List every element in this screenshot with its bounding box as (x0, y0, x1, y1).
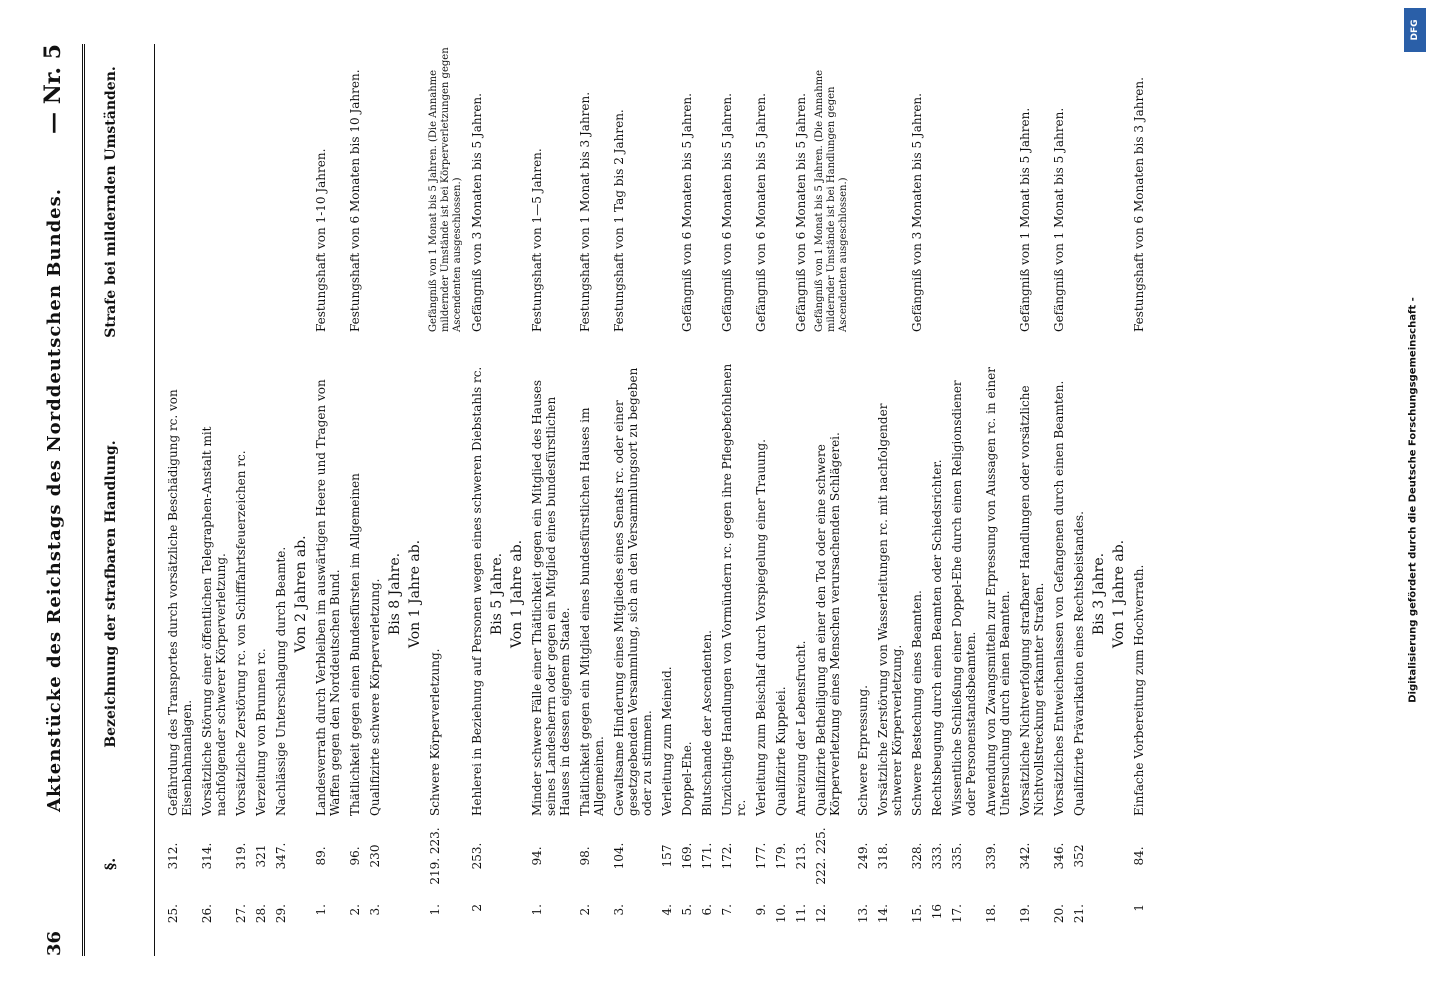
row-offence: Qualifizirte Betheiligung an einer den Tod oder eine schwere Körperverletzung eines Menschen verursachenden Schlägerei. (814, 432, 842, 816)
row-penalty (984, 44, 1012, 344)
row-number: 9. (754, 904, 768, 916)
row-group-e (1132, 44, 1146, 956)
table-row (950, 44, 978, 956)
table-row (530, 44, 572, 956)
row-penalty (166, 44, 194, 344)
row-paragraph: 213. (794, 842, 808, 870)
row-group-d (530, 44, 1086, 956)
row-paragraph: 339. (984, 842, 998, 870)
table-row (814, 44, 850, 956)
row-offence: Doppel-Ehe. (680, 741, 694, 816)
table-row (200, 44, 228, 956)
table-row (910, 44, 924, 956)
col-penalty-header: Strafe bei mildernden Umständen. (103, 66, 119, 338)
row-number: 1 (1132, 904, 1146, 912)
row-number: 12. (814, 904, 828, 924)
row-offence: Vorsätzliches Entweichenlassen von Gefangenen durch einen Beamten. (1052, 380, 1066, 816)
row-paragraph: 89. (314, 846, 328, 866)
row-number: 1. (428, 904, 442, 916)
row-number: 1. (314, 904, 328, 916)
row-number: 14. (876, 904, 890, 924)
table-row (254, 44, 268, 956)
row-penalty: Festungshaft von 1—5 Jahren. (530, 148, 544, 332)
section-heading: Von 2 Jahren ab. (293, 535, 309, 653)
row-penalty: Gefängniß von 6 Monaten bis 5 Jahren. (720, 93, 734, 332)
row-paragraph: 169. (680, 842, 694, 870)
penalty-table (166, 44, 1152, 956)
row-number: 3. (612, 904, 626, 916)
table-row (612, 44, 654, 956)
row-paragraph: 335. (950, 842, 964, 870)
page-number: 36 (44, 930, 65, 956)
row-penalty: Festungshaft von 6 Monaten bis 3 Jahren. (1132, 77, 1146, 332)
table-row (234, 44, 248, 956)
row-offence: Hehlerei in Beziehung auf Personen wegen eines schweren Diebstahls rc. (470, 366, 484, 816)
row-number: 15. (910, 904, 924, 924)
row-offence: Verleitung zum Meineid. (660, 666, 674, 816)
row-number: 11. (794, 904, 808, 924)
row-number: 17. (950, 904, 964, 924)
row-paragraph: 104. (612, 842, 626, 870)
row-penalty: Gefängniß von 1 Monat bis 5 Jahren. (Die Annahme mildernder Umstände ist bei Handlungen gegen Ascendenten ausgeschlossen.) (814, 69, 849, 332)
row-number: 18. (984, 904, 998, 924)
row-number: 16 (930, 904, 944, 920)
table-row (680, 44, 694, 956)
row-offence: Anwendung von Zwangsmitteln zur Erpressung von Aussagen rc. in einer Untersuchung durch einen Beamten. (984, 367, 1012, 816)
row-penalty (1072, 44, 1086, 344)
table-row (700, 44, 714, 956)
row-paragraph: 328. (910, 842, 924, 870)
row-number: 27. (234, 904, 248, 924)
row-penalty: Gefängniß von 1 Monat bis 5 Jahren. (Die Annahme mildernder Umstände ist bei Körperverletzungen gegen Ascendenten ausgeschlossen.) (428, 47, 463, 332)
row-offence: Blutschande der Ascendenten. (700, 630, 714, 816)
table-row (274, 44, 288, 956)
row-offence: Qualifizirte schwere Körperverletzung. (368, 578, 382, 816)
header-rule (82, 44, 85, 956)
row-penalty (200, 44, 228, 344)
table-row (1072, 44, 1086, 956)
row-penalty: Festungshaft von 6 Monaten bis 10 Jahren. (348, 69, 362, 332)
row-group-b (314, 44, 382, 956)
row-penalty (274, 44, 288, 344)
row-offence: Unzüchtige Handlungen von Vormündern rc. gegen ihre Pflegebefohlenen rc. (720, 363, 748, 816)
table-row (876, 44, 904, 956)
row-number: 7. (720, 904, 734, 916)
table-row (984, 44, 1012, 956)
table-row (1132, 44, 1146, 956)
row-number: 2. (348, 904, 362, 916)
row-offence: Gefährdung des Transportes durch vorsätzliche Beschädigung rc. von Eisenbahnanlagen. (166, 389, 194, 816)
row-penalty: Festungshaft von 1 Tag bis 2 Jahren. (612, 109, 626, 332)
row-penalty: Gefängniß von 1 Monat bis 5 Jahren. (1052, 107, 1066, 332)
row-number: 2 (470, 904, 484, 912)
row-paragraph: 84. (1132, 846, 1146, 866)
row-penalty (950, 44, 978, 344)
table-row (1018, 44, 1046, 956)
row-paragraph: 346. (1052, 842, 1066, 870)
row-offence: Vorsätzliche Zerstörung rc. von Schifffahrtsfeuerzeichen rc. (234, 450, 248, 816)
row-paragraph: 98. (578, 846, 592, 866)
row-number: 2. (578, 904, 592, 916)
funding-text: Digitalisierung gefördert durch die Deutsche Forschungsgemeinschaft - (1407, 297, 1419, 703)
row-penalty (856, 44, 870, 344)
document-page (36, 20, 1396, 980)
table-row (720, 44, 748, 956)
row-group-a (166, 44, 288, 956)
row-offence: Schwere Erpressung. (856, 685, 870, 816)
row-offence: Verzeitung von Brunnen rc. (254, 648, 268, 816)
row-offence: Einfache Vorbereitung zum Hochverrath. (1132, 564, 1146, 816)
row-penalty (930, 44, 944, 344)
row-number: 13. (856, 904, 870, 924)
row-penalty (368, 44, 382, 344)
row-offence: Nachlässige Unterschlagung durch Beamte. (274, 546, 288, 816)
row-offence: Vorsätzliche Nichtverfolgung strafbarer Handlungen oder vorsätzliche Nichtvollstreckung erkannter Strafen. (1018, 385, 1046, 816)
row-penalty (774, 44, 788, 344)
row-paragraph: 253. (470, 842, 484, 870)
row-paragraph: 96. (348, 846, 362, 866)
row-offence: Qualifizirte Prävarikation eines Rechtsbeistandes. (1072, 511, 1086, 816)
row-penalty (234, 44, 248, 344)
document-number: — Nr. 5 (40, 44, 66, 134)
section-heading: Bis 5 Jahre. (489, 552, 505, 636)
row-offence: Gewaltsame Hinderung eines Mitgliedes eines Senats rc. oder einer gesetzgebenden Versammlung, sich an den Versammlungsort zu begeben oder zu stimmen. (612, 367, 654, 816)
row-paragraph: 314. (200, 842, 214, 870)
row-offence: Landesverrath durch Verbleiben im auswärtigen Heere und Tragen von Waffen gegen den Norddeutschen Bund. (314, 379, 342, 816)
table-row (774, 44, 788, 956)
row-paragraph: 352 (1072, 844, 1086, 868)
section-heading: Bis 8 Jahre. (387, 552, 403, 636)
table-row (314, 44, 342, 956)
row-paragraph: 321 (254, 844, 268, 868)
table-header (94, 44, 155, 956)
row-offence: Schwere Körperverletzung. (428, 648, 442, 816)
row-paragraph: 312. (166, 842, 180, 870)
row-offence: Vorsätzliche Störung einer öffentlichen Telegraphen-Anstalt mit nachfolgender schwerer Körperverletzung. (200, 426, 228, 816)
row-paragraph: 222. 225. (814, 827, 828, 885)
table-row (930, 44, 944, 956)
table-row (660, 44, 674, 956)
row-offence: Verleitung zum Beischlaf durch Vorspiegelung einer Trauung. (754, 439, 768, 816)
table-row (428, 44, 464, 956)
row-penalty: Gefängniß von 6 Monaten bis 5 Jahren. (680, 93, 694, 332)
row-penalty (700, 44, 714, 344)
table-row (856, 44, 870, 956)
table-row (348, 44, 362, 956)
row-paragraph: 319. (234, 842, 248, 870)
dfg-logo: DFG (1404, 8, 1426, 52)
row-offence: Thätlichkeit gegen ein Mitglied eines bundesfürstlichen Hauses im Allgemeinen. (578, 407, 606, 816)
row-offence: Anreizung der Lebensfrucht. (794, 640, 808, 816)
row-offence: Minder schwere Fälle einer Thätlichkeit gegen ein Mitglied des Hauses seines Landesherrn oder gegen ein Mitglied eines bundesfürstlichen Hauses in dessen eigenem Staate. (530, 379, 572, 816)
table-row (794, 44, 808, 956)
row-penalty: Gefängniß von 3 Monaten bis 5 Jahren. (910, 93, 924, 332)
row-penalty (876, 44, 904, 344)
row-offence: Schwere Bestechung eines Beamten. (910, 590, 924, 816)
table-row (368, 44, 382, 956)
row-paragraph: 157 (660, 844, 674, 868)
row-group-c (428, 44, 484, 956)
running-header (40, 44, 74, 956)
col-paragraph-header: §. (103, 857, 119, 871)
row-number: 3. (368, 904, 382, 916)
row-offence: Qualifizirte Kuppelei. (774, 686, 788, 816)
row-paragraph: 179. (774, 842, 788, 870)
row-number: 10. (774, 904, 788, 924)
row-number: 20. (1052, 904, 1066, 924)
row-paragraph: 172. (720, 842, 734, 870)
row-offence: Rechtsbeugung durch einen Beamten oder Schiedsrichter. (930, 459, 944, 816)
row-paragraph: 347. (274, 842, 288, 870)
section-subheading: Von 1 Jahre ab. (509, 539, 525, 649)
row-penalty: Gefängniß von 1 Monat bis 5 Jahren. (1018, 107, 1032, 332)
table-row (470, 44, 484, 956)
section-subheading: Von 1 Jahre ab. (407, 539, 423, 649)
table-row (578, 44, 606, 956)
table-row (1052, 44, 1066, 956)
table-row (166, 44, 194, 956)
row-penalty (254, 44, 268, 344)
row-penalty: Gefängniß von 3 Monaten bis 5 Jahren. (470, 93, 484, 332)
row-paragraph: 94. (530, 846, 544, 866)
section-heading: Bis 3 Jahre. (1091, 552, 1107, 636)
row-offence: Wissentliche Schließung einer Doppel-Ehe durch einen Religionsdiener oder Personenstandsbeamten. (950, 380, 978, 816)
row-paragraph: 249. (856, 842, 870, 870)
funding-sidenote (1400, 40, 1426, 960)
row-number: 26. (200, 904, 214, 924)
row-number: 28. (254, 904, 268, 924)
row-number: 21. (1072, 904, 1086, 924)
row-number: 5. (680, 904, 694, 916)
row-paragraph: 219. 223. (428, 827, 442, 885)
row-paragraph: 230 (368, 844, 382, 868)
running-title: Aktenstücke des Reichstags des Norddeutschen Bundes. (44, 187, 65, 813)
row-paragraph: 318. (876, 842, 890, 870)
row-number: 4. (660, 904, 674, 916)
table-row (754, 44, 768, 956)
row-penalty: Gefängniß von 6 Monaten bis 5 Jahren. (794, 93, 808, 332)
row-paragraph: 171. (700, 842, 714, 870)
row-number: 19. (1018, 904, 1032, 924)
row-number: 29. (274, 904, 288, 924)
row-number: 25. (166, 904, 180, 924)
row-penalty: Festungshaft von 1-10 Jahren. (314, 148, 328, 332)
row-number: 6. (700, 904, 714, 916)
row-number: 1. (530, 904, 544, 916)
row-penalty: Festungshaft von 1 Monat bis 3 Jahren. (578, 91, 592, 332)
row-paragraph: 333. (930, 842, 944, 870)
section-subheading: Von 1 Jahre ab. (1111, 539, 1127, 649)
row-paragraph: 177. (754, 842, 768, 870)
row-offence: Thätlichkeit gegen einen Bundesfürsten im Allgemeinen (348, 473, 362, 816)
row-paragraph: 342. (1018, 842, 1032, 870)
row-penalty (660, 44, 674, 344)
col-offence-header: Bezeichnung der strafbaren Handlung. (103, 440, 119, 748)
row-offence: Vorsätzliche Zerstörung von Wasserleitungen rc. mit nachfolgender schwerer Körperverletzung. (876, 403, 904, 816)
row-penalty: Gefängniß von 6 Monaten bis 5 Jahren. (754, 93, 768, 332)
